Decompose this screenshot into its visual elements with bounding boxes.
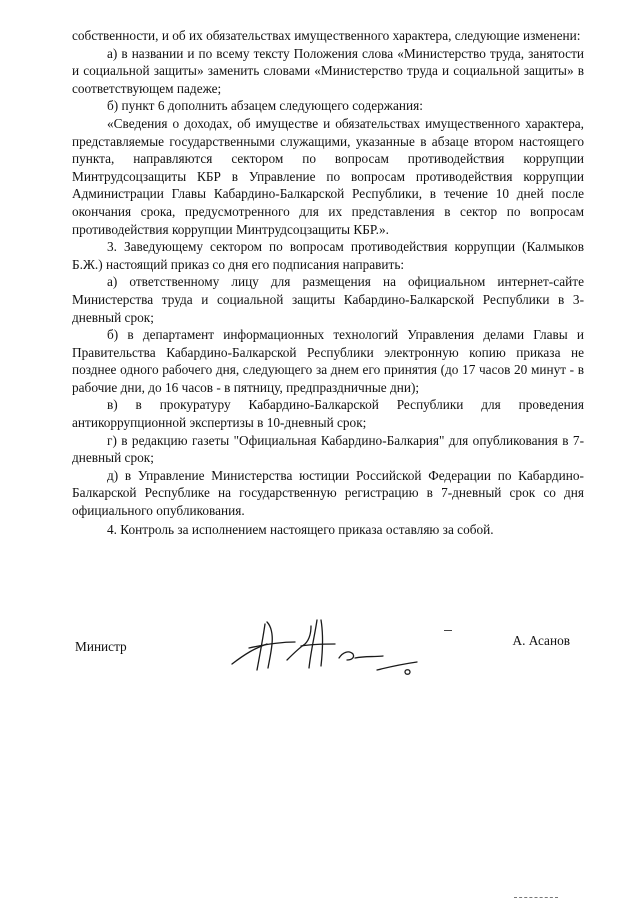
paragraph-continuation: собственности, и об их обязательствах имущественного характера, следующие изменени: — [72, 28, 581, 43]
page-edge-mark — [514, 897, 558, 900]
paragraph-quoted-text: «Сведения о доходах, об имуществе и обязательствах имущественного характера, представляемые государственными служащими, указанные в абзаце втором настоящего пункта, направляются сектором по вопросам противодействия коррупции Минтрудсоцзащиты КБР в Управление по вопросам противодействия коррупции Администрации Главы Кабардино-Балкарской Республики, в течение 10 дней после окончания срока, предусмотренного для их представления в сектор по вопросам противодействия коррупции Минтрудсоцзащиты КБР.». — [72, 115, 584, 237]
paragraph-section-3: 3. Заведующему сектором по вопросам противодействия коррупции (Калмыков Б.Ж.) настоящий приказ со дня его подписания направить: — [72, 239, 584, 272]
paragraph-section-3e: д) в Управление Министерства юстиции Российской Федерации по Кабардино-Балкарской Республике на государственную регистрацию в 7-дневный срок со дня официального опубликования. — [72, 467, 584, 519]
paragraph-section-3a: а) ответственному лицу для размещения на официальном интернет-сайте Министерства труда и социальной защиты Кабардино-Балкарской Республики в 3-дневный срок; — [72, 274, 584, 325]
signature-block — [72, 632, 584, 692]
paragraph-item-b-add: б) пункт 6 дополнить абзацем следующего содержания: — [107, 98, 423, 114]
signature-tick-mark — [444, 630, 452, 631]
paragraph-section-3c: в) в прокуратуру Кабардино-Балкарской Республики для проведения антикоррупционной экспертизы в 10-дневный срок; — [72, 397, 584, 431]
paragraph-item-a-rename: а) в названии и по всему тексту Положения слова «Министерство труда, занятости и социальной защиты» заменить словами «Министерство труда и социальной защиты» в соответствующем падеже; — [72, 45, 584, 96]
paragraph-section-4: 4. Контроль за исполнением настоящего приказа оставляю за собой. — [107, 521, 494, 537]
signer-title: Министр — [75, 639, 127, 654]
paragraph-section-3b: б) в департамент информационных технологий Управления делами Главы и Правительства Кабардино-Балкарской Республики электронную копию приказа не позднее одного рабочего дня, следующего за днем его принятия (до 17 часов 20 минут - в рабочие дни, до 16 часов - в пятницу, предпраздничные дни); — [72, 327, 584, 395]
handwritten-signature — [227, 614, 427, 684]
signer-name: А. Асанов — [512, 633, 570, 648]
document-body — [72, 27, 584, 538]
paragraph-section-3d: г) в редакцию газеты "Официальная Кабардино-Балкария" для опубликования в 7-дневный срок; — [72, 432, 584, 466]
